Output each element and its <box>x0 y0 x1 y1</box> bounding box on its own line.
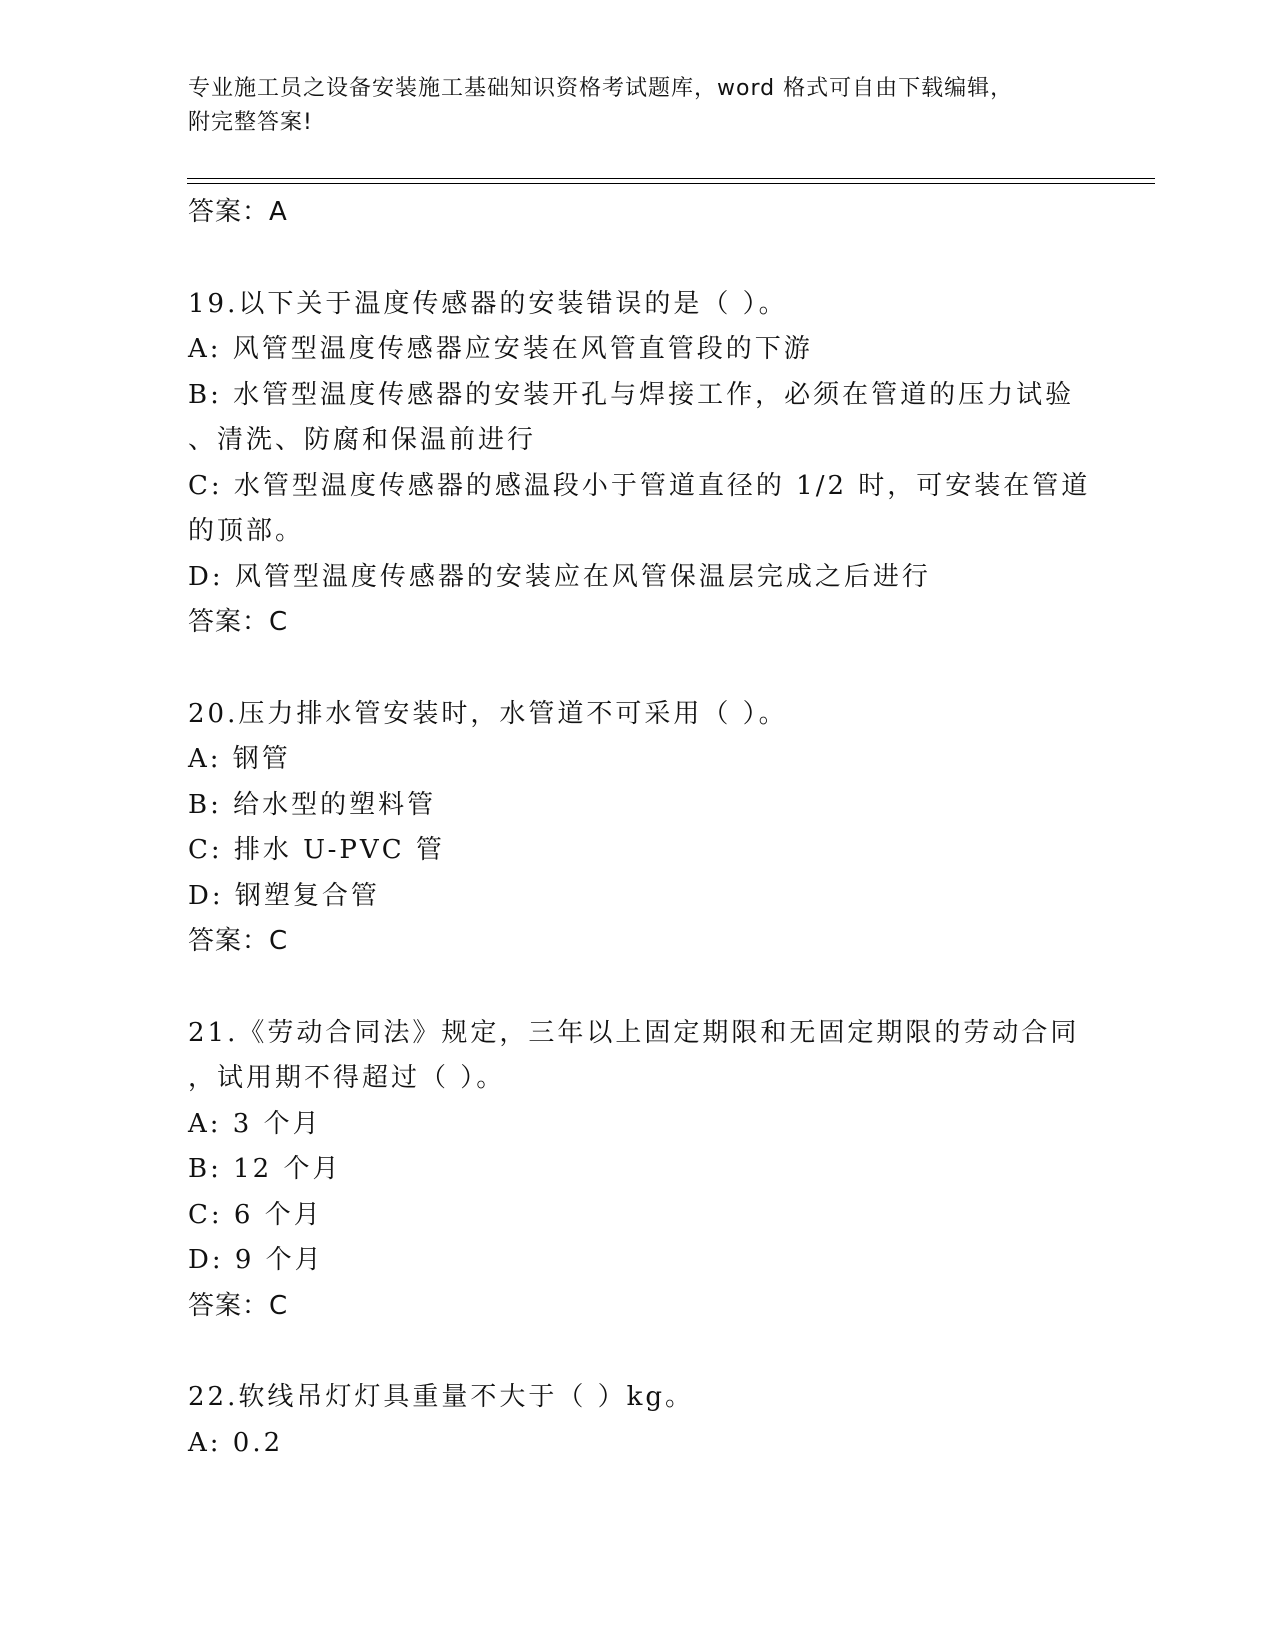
page-header <box>188 72 1068 140</box>
question-text: 22.软线吊灯灯具重量不大于（ ）kg。 <box>188 1382 695 1412</box>
header-divider-bottom <box>187 183 1155 184</box>
option-c: C: 水管型温度传感器的感温段小于管道直径的 1/2 时，可安装在管道 <box>188 470 1091 501</box>
option-c-continued: 的顶部。 <box>188 516 305 546</box>
question-22 <box>188 1375 1088 1466</box>
spacer <box>188 1329 1088 1375</box>
answer-line: 答案：A <box>188 197 288 227</box>
option-a: A: 钢管 <box>188 744 291 774</box>
option-b: B: 给水型的塑料管 <box>188 789 437 820</box>
question-21 <box>188 1011 1088 1330</box>
document-body <box>188 190 1091 1466</box>
question-20 <box>188 692 1088 965</box>
option-a: A: 3 个月 <box>188 1108 322 1139</box>
option-c: C: 6 个月 <box>188 1199 323 1230</box>
option-d: D: 9 个月 <box>188 1245 324 1275</box>
option-a: A: 风管型温度传感器应安装在风管直管段的下游 <box>188 334 813 364</box>
option-c: C: 排水 U-PVC 管 <box>188 835 445 865</box>
question-19 <box>188 282 1091 646</box>
spacer <box>188 646 1088 692</box>
question-text: 20.压力排水管安装时，水管道不可采用（ ）。 <box>188 698 788 729</box>
answer-line: 答案：C <box>188 607 289 637</box>
spacer <box>188 236 1088 282</box>
header-line-2: 附完整答案! <box>188 110 313 135</box>
option-b: B: 12 个月 <box>188 1154 342 1184</box>
option-d: D: 风管型温度传感器的安装应在风管保温层完成之后进行 <box>188 561 931 592</box>
header-line-1: 专业施工员之设备安装施工基础知识资格考试题库，word 格式可自由下载编辑， <box>188 76 1014 101</box>
option-a: A: 0.2 <box>188 1427 284 1458</box>
spacer <box>188 965 1088 1011</box>
answer-line: 答案：C <box>188 1290 289 1321</box>
header-divider-top <box>187 178 1155 179</box>
option-d: D: 钢塑复合管 <box>188 880 380 911</box>
question-text: 21.《劳动合同法》规定，三年以上固定期限和无固定期限的劳动合同 <box>188 1017 1080 1048</box>
answer-line: 答案：C <box>188 926 289 956</box>
question-text: 19.以下关于温度传感器的安装错误的是（ ）。 <box>188 288 788 319</box>
option-b: B: 水管型温度传感器的安装开孔与焊接工作，必须在管道的压力试验 <box>188 379 1075 410</box>
question-text-continued: ，试用期不得超过（ ）。 <box>188 1063 506 1093</box>
option-b-continued: 、清洗、防腐和保温前进行 <box>188 425 537 455</box>
